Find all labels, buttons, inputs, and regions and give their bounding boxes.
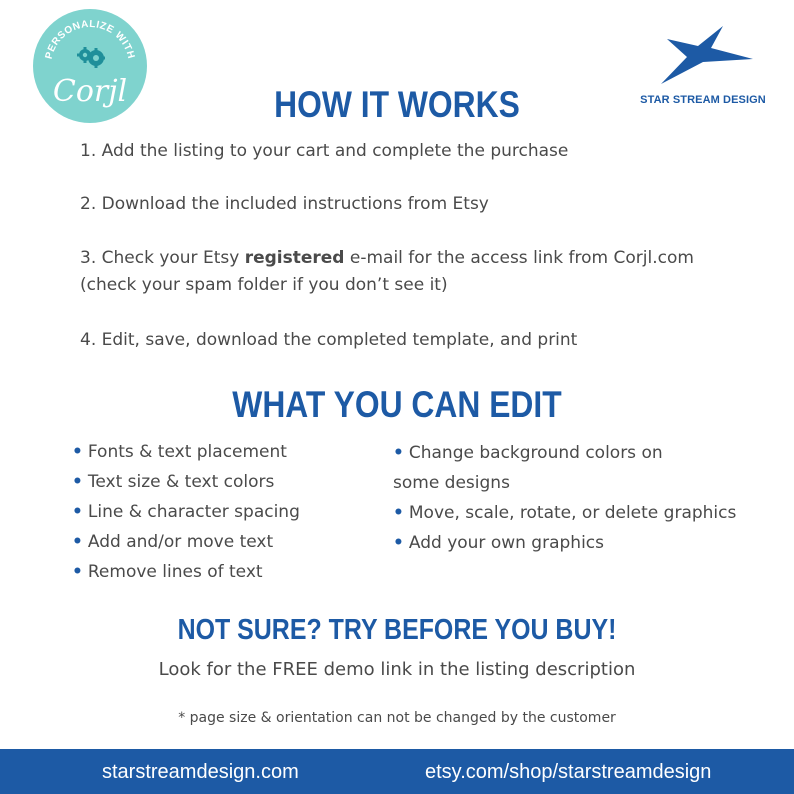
star-logo-icon xyxy=(655,24,755,86)
footer-bar xyxy=(0,749,794,794)
step-3-line-2: (check your spam folder if you don’t see it) xyxy=(80,275,448,295)
edit-item-remove-lines xyxy=(72,561,263,583)
edit-item-label: Fonts & text placement xyxy=(87,442,287,462)
step-2: 2. Download the included instructions from Etsy xyxy=(80,194,489,214)
step-3 xyxy=(80,245,694,299)
edit-item-label: Remove lines of text xyxy=(87,562,263,582)
brand-name: STAR STREAM DESIGN xyxy=(640,94,766,106)
step-3-text-before: 3. Check your Etsy xyxy=(80,248,245,268)
bullet-icon: • xyxy=(72,532,83,552)
step-4: 4. Edit, save, download the completed template, and print xyxy=(80,330,578,350)
edit-item-graphics xyxy=(393,502,736,524)
bullet-icon: • xyxy=(393,443,404,463)
edit-item-text-size xyxy=(72,471,274,493)
edit-item-label: Move, scale, rotate, or delete graphics xyxy=(408,503,737,523)
bullet-icon: • xyxy=(72,502,83,522)
how-it-works-heading: HOW IT WORKS xyxy=(274,84,520,125)
bullet-icon: • xyxy=(72,472,83,492)
edit-item-label: Line & character spacing xyxy=(87,502,300,522)
try-before-you-buy-heading: NOT SURE? TRY BEFORE YOU BUY! xyxy=(177,614,617,646)
edit-item-label: Add your own graphics xyxy=(408,533,604,553)
corjl-wordmark: Corjl xyxy=(52,74,128,109)
edit-item-label: Change background colors on xyxy=(408,443,663,463)
edit-item-fonts xyxy=(72,441,287,463)
badge-arc-text: PERSONALIZE WITH xyxy=(43,18,137,61)
bullet-icon: • xyxy=(393,533,404,553)
bullet-icon: • xyxy=(72,562,83,582)
step-1: 1. Add the listing to your cart and complete the purchase xyxy=(80,141,569,161)
step-3-line-1 xyxy=(80,245,694,272)
etsy-shop-link[interactable]: etsy.com/shop/starstreamdesign xyxy=(425,761,712,783)
step-3-text-after: e-mail for the access link from Corjl.com xyxy=(344,248,694,268)
edit-item-label: Add and/or move text xyxy=(87,532,274,552)
demo-link-note: Look for the FREE demo link in the listing description xyxy=(158,659,636,680)
edit-item-add-text xyxy=(72,531,273,553)
footnote: * page size & orientation can not be changed by the customer xyxy=(178,710,616,726)
edit-item-spacing xyxy=(72,501,300,523)
edit-item-background-colors-cont: some designs xyxy=(393,473,510,493)
what-you-can-edit-heading: WHAT YOU CAN EDIT xyxy=(232,384,562,425)
edit-item-background-colors xyxy=(393,442,663,464)
bullet-icon: • xyxy=(72,442,83,462)
step-3-bold-word: registered xyxy=(244,248,345,268)
edit-item-own-graphics xyxy=(393,532,604,554)
edit-item-label: Text size & text colors xyxy=(87,472,275,492)
website-link[interactable]: starstreamdesign.com xyxy=(102,761,299,783)
bullet-icon: • xyxy=(393,503,404,523)
